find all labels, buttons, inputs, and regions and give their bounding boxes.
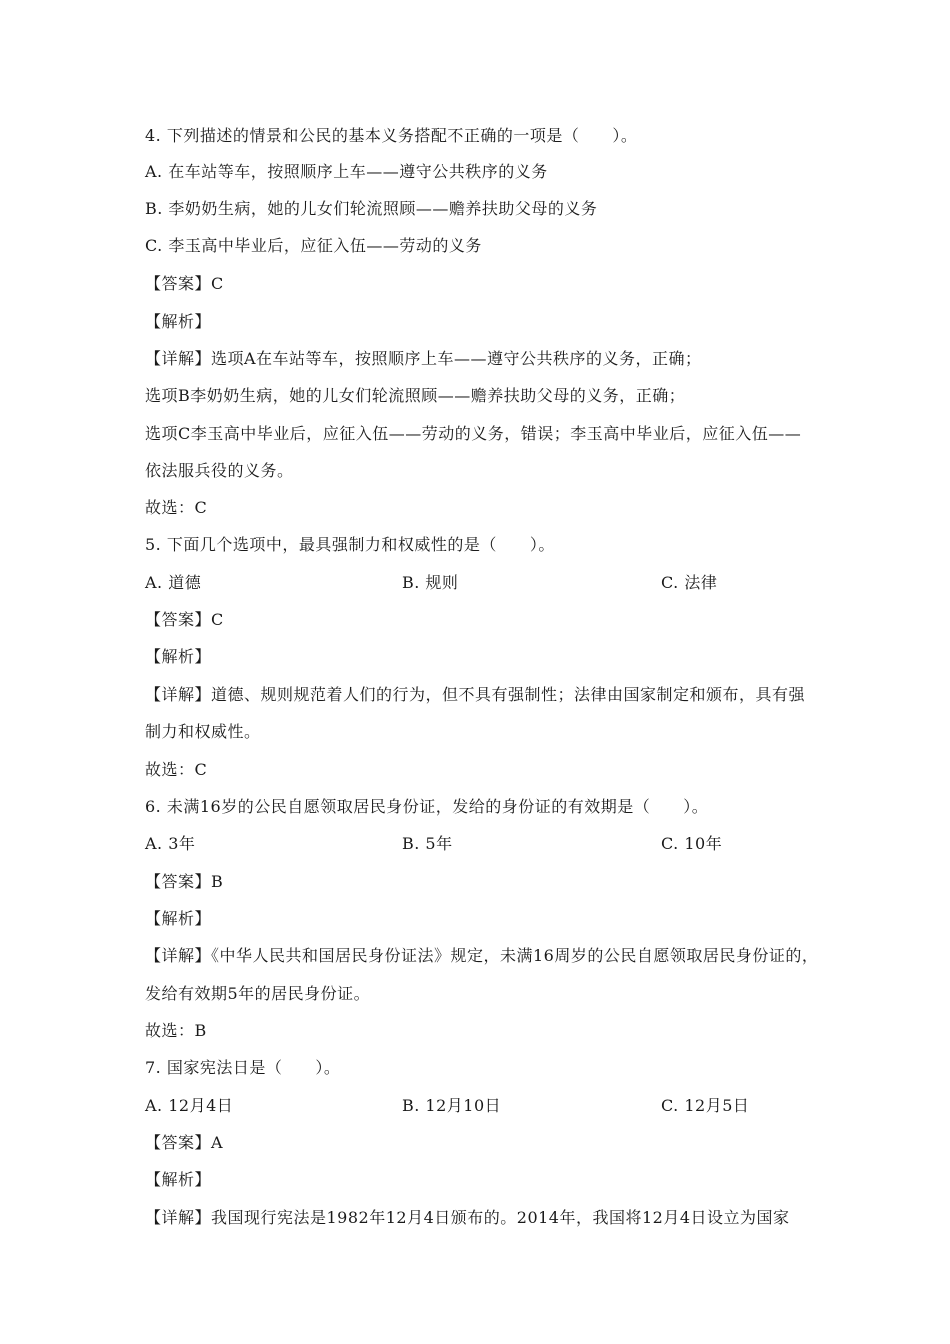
question-4-option-a: A. 在车站等车，按照顺序上车——遵守公共秩序的义务	[145, 162, 548, 181]
question-7-detail-line-1: 【详解】我国现行宪法是1982年12月4日颁布的。2014年，我国将12月4日设立为国家	[145, 1208, 790, 1227]
question-7-option-b: B. 12月10日	[402, 1096, 502, 1115]
question-6-analysis-label: 【解析】	[145, 909, 212, 928]
question-6-detail-line-2: 发给有效期5年的居民身份证。	[145, 984, 371, 1003]
question-4-detail-line-4: 依法服兵役的义务。	[145, 461, 294, 480]
question-6-answer: 【答案】B	[145, 872, 224, 891]
question-4-option-c: C. 李玉高中毕业后，应征入伍——劳动的义务	[145, 236, 482, 255]
question-4-answer: 【答案】C	[145, 274, 224, 293]
question-5-analysis-label: 【解析】	[145, 647, 212, 666]
question-6-detail-line-1: 【详解】《中华人民共和国居民身份证法》规定，未满16周岁的公民自愿领取居民身份证的，	[145, 946, 819, 965]
question-5-detail-line-2: 制力和权威性。	[145, 722, 261, 741]
question-4-choice: 故选：C	[145, 498, 208, 517]
question-7-option-c: C. 12月5日	[661, 1096, 750, 1115]
question-5-choice: 故选：C	[145, 760, 208, 779]
question-5-detail-line-1: 【详解】道德、规则规范着人们的行为，但不具有强制性；法律由国家制定和颁布，具有强	[145, 685, 806, 704]
question-5-option-a: A. 道德	[145, 573, 202, 592]
question-6-choice: 故选：B	[145, 1021, 207, 1040]
question-5-option-c: C. 法律	[661, 573, 718, 592]
question-6-option-b: B. 5年	[402, 834, 453, 853]
question-4-stem: 4. 下列描述的情景和公民的基本义务搭配不正确的一项是（ ）。	[145, 126, 638, 145]
question-4-detail-line-2: 选项B李奶奶生病，她的儿女们轮流照顾——赡养扶助父母的义务，正确；	[145, 386, 686, 405]
question-4-option-b: B. 李奶奶生病，她的儿女们轮流照顾——赡养扶助父母的义务	[145, 199, 598, 218]
question-7-option-a: A. 12月4日	[145, 1096, 234, 1115]
question-4-analysis-label: 【解析】	[145, 312, 212, 331]
question-4-detail-line-3: 选项C李玉高中毕业后，应征入伍——劳动的义务，错误；李玉高中毕业后，应征入伍——	[145, 424, 802, 443]
question-7-answer: 【答案】A	[145, 1133, 224, 1152]
question-6-stem: 6. 未满16岁的公民自愿领取居民身份证，发给的身份证的有效期是（ ）。	[145, 797, 709, 816]
question-7-analysis-label: 【解析】	[145, 1170, 212, 1189]
question-7-stem: 7. 国家宪法日是（ ）。	[145, 1058, 341, 1077]
question-5-option-b: B. 规则	[402, 573, 459, 592]
question-5-stem: 5. 下面几个选项中，最具强制力和权威性的是（ ）。	[145, 535, 555, 554]
question-6-option-c: C. 10年	[661, 834, 723, 853]
question-5-answer: 【答案】C	[145, 610, 224, 629]
question-6-option-a: A. 3年	[145, 834, 196, 853]
question-4-detail-line-1: 【详解】选项A在车站等车，按照顺序上车——遵守公共秩序的义务，正确；	[145, 349, 702, 368]
